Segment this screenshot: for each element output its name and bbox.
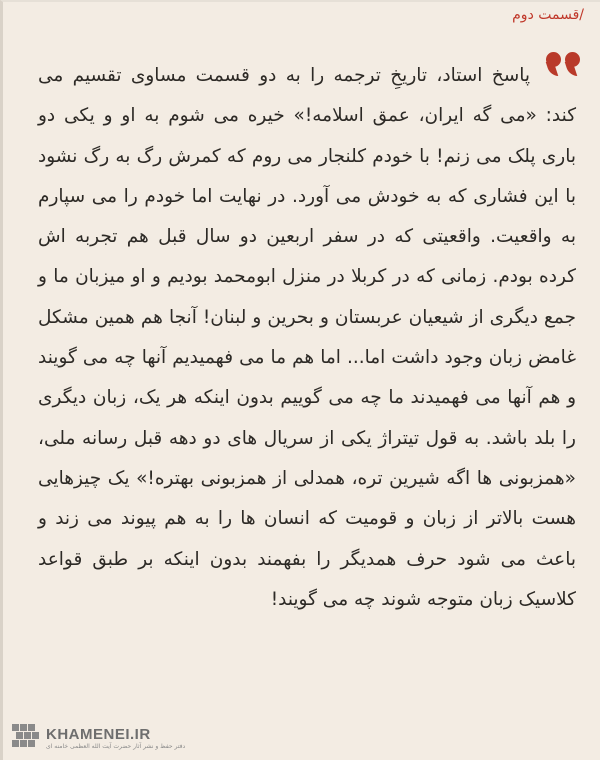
quote-body-text: پاسخ استاد، تاریخِ ترجمه را به دو قسمت مساوی تقسیم می کند: «می گه ایران، عمق اسلامه!» خیره می شوم به او و یکی دو باری پلک می زنم! با خودم کلنجار می روم که کمرش رگ به رگ نشود با این فشاری که به خودش می آورد. در نهایت اما خودم را می سپارم به واقعیت. واقعیتی که در سفر اربعین دو سال قبل هم تجربه اش کرده بودم. زمانی که در کربلا در منزل ابومحمد بودیم و او میزبان ما و جمع دیگری از شیعیان عربستان و بحرین و لبنان! آنجا هم همین مشکل غامض زبان وجود داشت اما... اما هم ما می فهمیدیم آنها چه می گویند و هم آنها می فهمیدند ما چه می گوییم بدون اینکه هر یک، زبان دیگری را بلد باشد. به قول تیتراژ یکی از سریال های دو دهه قبل رسانه ملی، «همزبونی ها اگه شیرین تره، همدلی از همزبونی بهتره!» یک چیزهایی هست بالاتر از زبان و قومیت که انسان ها را به هم پیوند می زند و باعث می شود حرف همدیگر را بفهمند بدون اینکه بر طبق قواعد کلاسیک زبان متوجه شوند چه می گویند! bbox=[38, 65, 576, 610]
brand-name: KHAMENEI.IR bbox=[46, 725, 151, 743]
brand-tagline: دفتر حفظ و نشر آثار حضرت آیت الله العظمی خامنه ای bbox=[46, 742, 186, 750]
footer-text bbox=[46, 727, 185, 750]
section-label: /قسمت دوم bbox=[512, 7, 584, 23]
khamenei-logo-icon bbox=[12, 724, 40, 752]
footer bbox=[12, 724, 185, 752]
